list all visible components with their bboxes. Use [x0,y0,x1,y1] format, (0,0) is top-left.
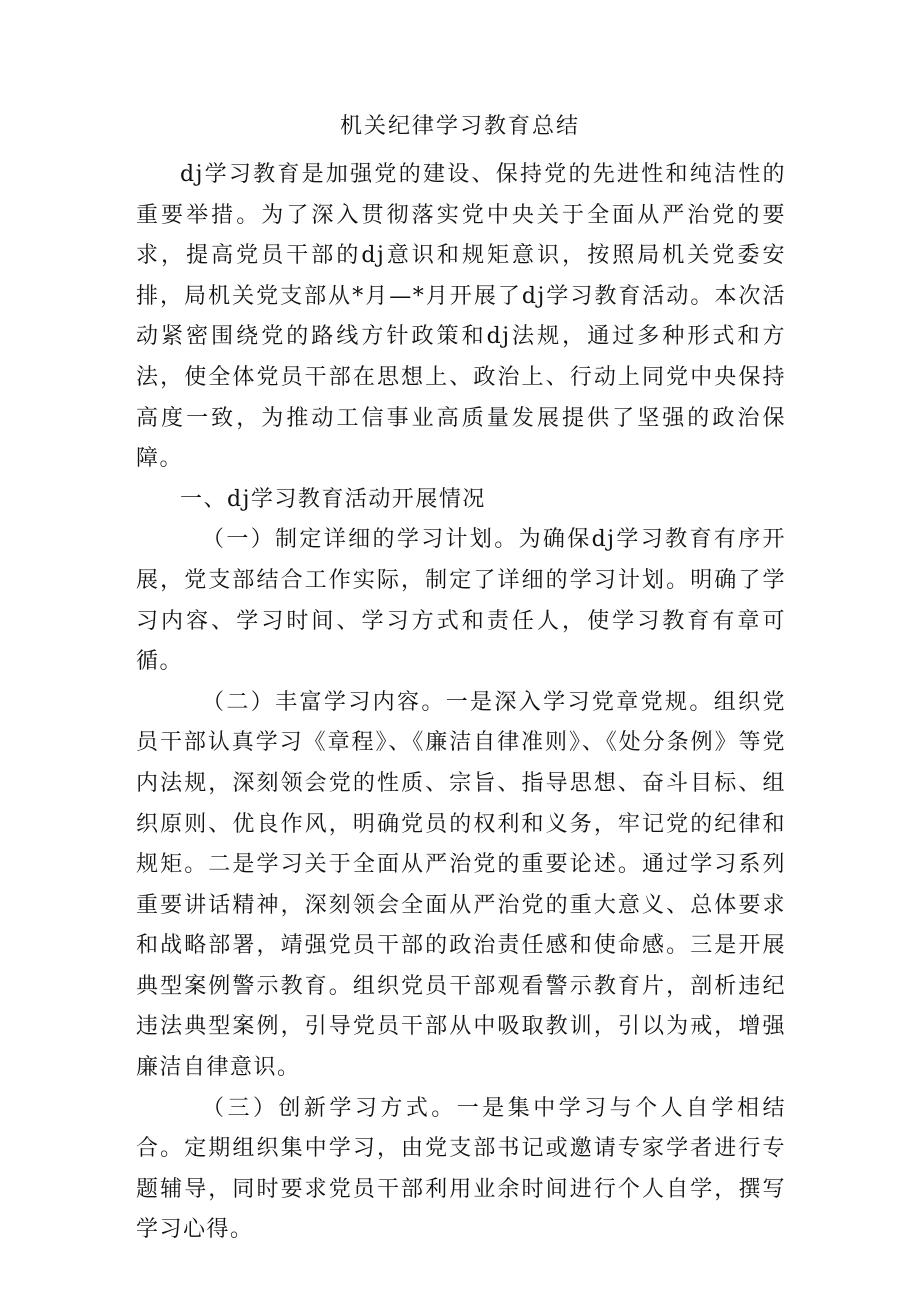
paragraph-intro: dj学习教育是加强党的建设、保持党的先进性和纯洁性的重要举措。为了深入贯彻落实党中央关于全面从严治党的要求，提高党员干部的dj意识和规矩意识，按照局机关党委安排，局机关党支部从*月—*月开展了dj学习教育活动。本次活动紧密围绕党的路线方针政策和dj法规，通过多种形式和方法，使全体党员干部在思想上、政治上、行动上同党中央保持高度一致，为推动工信事业高质量发展提供了坚强的政治保障。 [136,162,786,472]
document-body [136,155,786,1251]
paragraph-content: （二）丰富学习内容。一是深入学习党章党规。组织党员干部认真学习《章程》、《廉洁自律准则》、《处分条例》等党内法规，深刻领会党的性质、宗旨、指导思想、奋斗目标、组织原则、优良作风，明确党员的权利和义务，牢记党的纪律和规矩。二是学习关于全面从严治党的重要论述。通过学习系列重要讲话精神，深刻领会全面从严治党的重大意义、总体要求和战略部署，靖强党员干部的政治责任感和使命感。三是开展典型案例警示教育。组织党员干部观看警示教育片，剖析违纪违法典型案例，引导党员干部从中吸取教训，引以为戒，增强廉洁自律意识。 [136,689,786,1081]
paragraph-plan: （一）制定详细的学习计划。为确保dj学习教育有序开展，党支部结合工作实际，制定了详细的学习计划。明确了学习内容、学习时间、学习方式和责任人，使学习教育有章可循。 [136,527,786,675]
section-heading: 一、dj学习教育活动开展情况 [180,486,486,512]
paragraph-methods: （三）创新学习方式。一是集中学习与个人自学相结合。定期组织集中学习，由党支部书记或邀请专家学者进行专题辅导，同时要求党员干部利用业余时间进行个人自学，撰写学习心得。 [136,1095,786,1243]
document-title: 机关纪律学习教育总结 [339,114,580,139]
